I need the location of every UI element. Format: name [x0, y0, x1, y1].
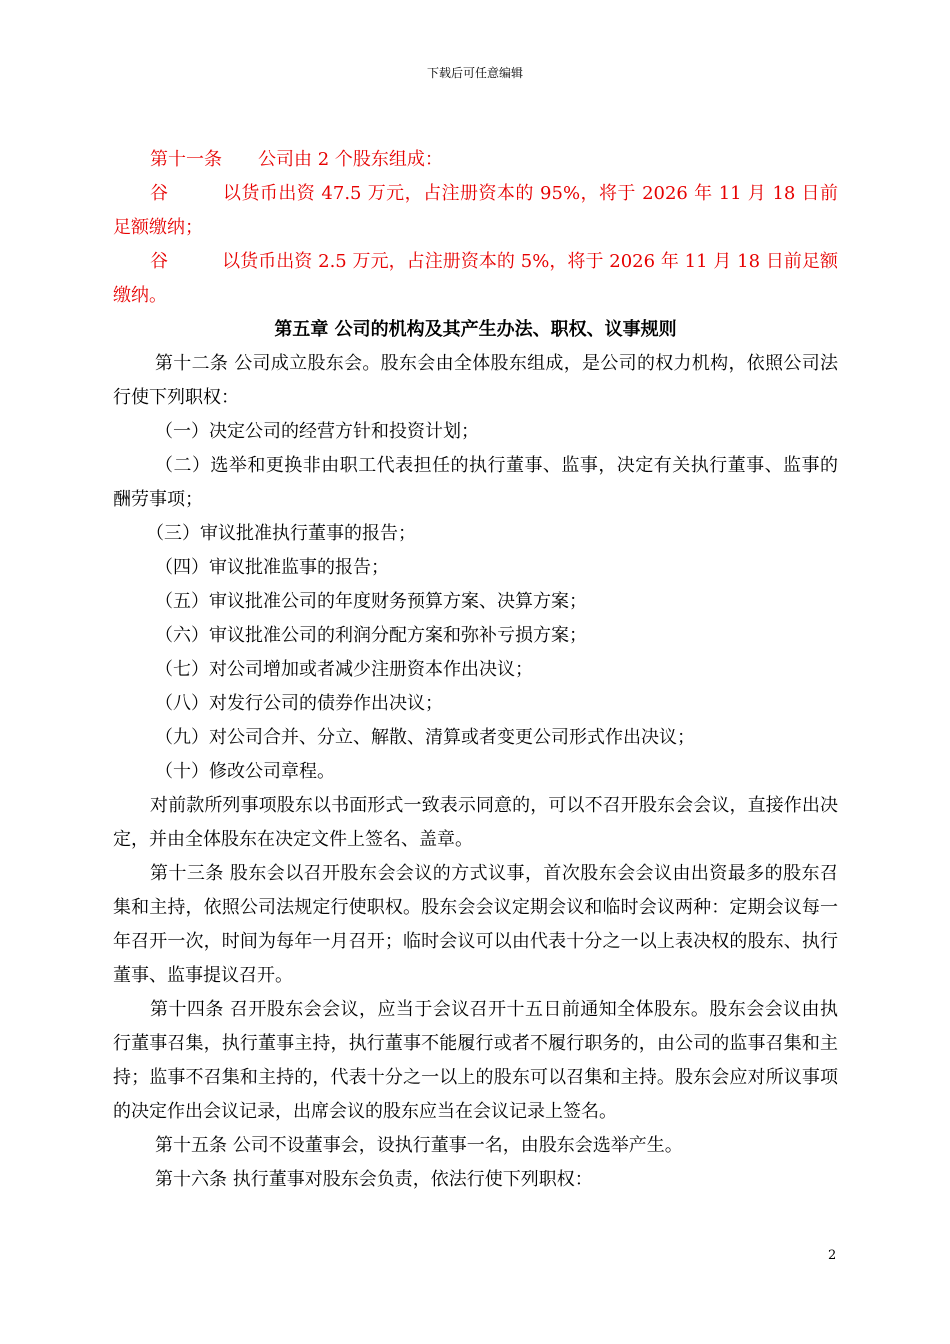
- shareholder-2: [113, 245, 838, 313]
- shareholder-1-name: 谷: [150, 183, 169, 204]
- article-12-item-9: （九）对公司合并、分立、解散、清算或者变更公司形式作出决议；: [155, 727, 695, 748]
- page-number: 2: [828, 1248, 837, 1263]
- document-body: [113, 143, 838, 1197]
- shareholder-1: [113, 177, 838, 245]
- article-12-item-7: （七）对公司增加或者减少注册资本作出决议；: [155, 659, 533, 680]
- article-12-item-6: （六）审议批准公司的利润分配方案和弥补亏损方案；: [155, 625, 587, 646]
- article-11: [113, 143, 838, 177]
- article-13: 第十三条 股东会以召开股东会会议的方式议事，首次股东会会议由出资最多的股东召集和主持，依照公司法规定行使职权。股东会会议定期会议和临时会议两种：定期会议每一年召开一次，时间为每年一月召开；临时会议可以由代表十分之一以上表决权的股东、执行董事、监事提议召开。: [113, 863, 838, 986]
- article-11-text: 公司由 2 个股东组成：: [258, 149, 443, 170]
- article-14: 第十四条 召开股东会会议，应当于会议召开十五日前通知全体股东。股东会会议由执行董事召集，执行董事主持，执行董事不能履行或者不履行职务的，由公司的监事召集和主持；监事不召集和主持的，代表十分之一以上的股东可以召集和主持。股东会应对所议事项的决定作出会议记录，出席会议的股东应当在会议记录上签名。: [113, 999, 838, 1122]
- article-12-item-8: （八）对发行公司的债券作出决议；: [155, 693, 443, 714]
- article-12-item-5: （五）审议批准公司的年度财务预算方案、决算方案；: [155, 591, 587, 612]
- article-11-title: 第十一条: [150, 149, 222, 170]
- article-12-note: 对前款所列事项股东以书面形式一致表示同意的，可以不召开股东会会议，直接作出决定，并由全体股东在决定文件上签名、盖章。: [113, 795, 838, 850]
- shareholder-1-text: 以货币出资 47.5 万元，占注册资本的 95%，将于 2026 年 11 月 18 日前足额缴纳；: [113, 183, 838, 238]
- article-12-item-1: （一）决定公司的经营方针和投资计划；: [155, 421, 479, 442]
- article-12-item-3: （三）审议批准执行董事的报告；: [146, 523, 416, 544]
- page-header: 下载后可任意编辑: [426, 66, 523, 80]
- shareholder-2-text: 以货币出资 2.5 万元，占注册资本的 5%，将于 2026 年 11 月 18 日前足额缴纳。: [113, 251, 839, 306]
- article-16: 第十六条 执行董事对股东会负责，依法行使下列职权：: [155, 1169, 593, 1190]
- article-12: 第十二条 公司成立股东会。股东会由全体股东组成，是公司的权力机构，依照公司法行使下列职权：: [113, 353, 838, 408]
- article-12-item-4: （四）审议批准监事的报告；: [155, 557, 389, 578]
- article-12-item-2: （二）选举和更换非由职工代表担任的执行董事、监事，决定有关执行董事、监事的酬劳事项；: [113, 455, 838, 510]
- chapter-5-heading: 第五章 公司的机构及其产生办法、职权、议事规则: [274, 319, 677, 340]
- article-15: 第十五条 公司不设董事会，设执行董事一名，由股东会选举产生。: [155, 1135, 683, 1156]
- shareholder-2-name: 谷: [150, 251, 169, 272]
- article-12-item-10: （十）修改公司章程。: [155, 761, 335, 782]
